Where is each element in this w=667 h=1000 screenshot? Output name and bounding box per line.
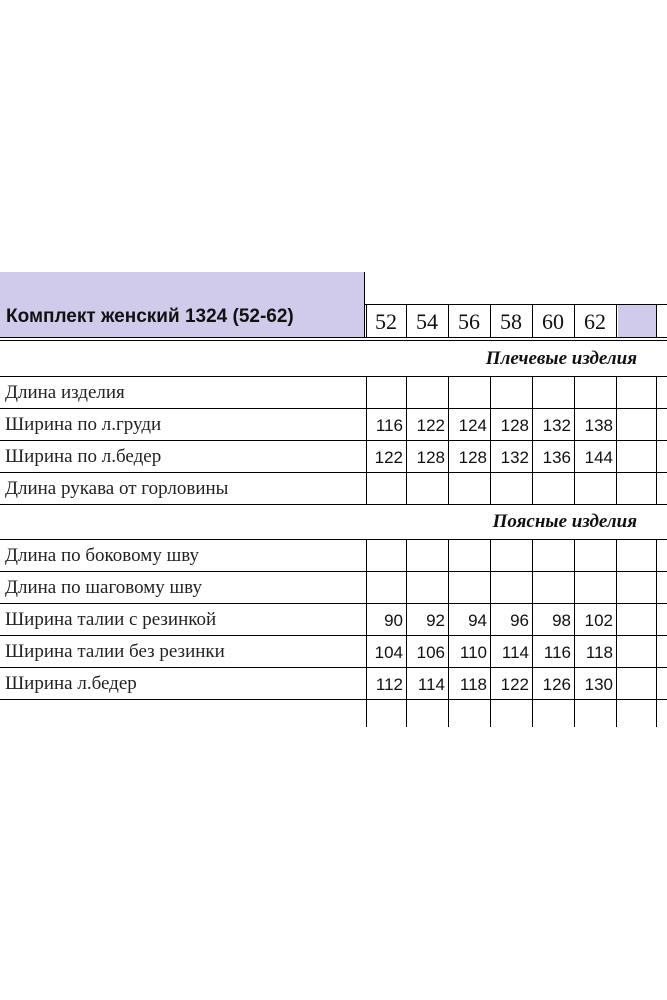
chart-title: Комплект женский 1324 (52-62) [6,306,294,327]
row-value: 116 [543,643,571,662]
grid-hline [0,635,667,636]
grid-vline [448,699,449,727]
grid-hline [0,699,667,700]
row-value: 136 [542,448,571,467]
grid-hline [0,667,667,668]
grid-hline [0,504,667,505]
row-label: Ширина талии без резинки [5,641,225,662]
size-col-header: 60 [542,309,564,334]
grid-vline [532,376,533,504]
grid-vline [574,304,575,337]
row-value: 90 [384,611,403,630]
row-value: 118 [459,675,487,694]
grid-hline [0,571,667,572]
row-value: 92 [426,611,445,630]
row-value: 132 [542,416,571,435]
grid-hline [364,304,667,305]
row-value: 102 [584,611,613,630]
row-value: 128 [500,416,529,435]
grid-vline [656,304,657,337]
row-value: 126 [542,675,571,694]
grid-hline [0,603,667,604]
grid-hline [0,408,667,409]
row-value: 106 [416,643,445,662]
row-label: Длина по шаговому шву [5,577,202,598]
grid-vline [490,699,491,727]
grid-hline [0,472,667,473]
row-label: Длина изделия [5,382,125,403]
grid-vline [532,699,533,727]
grid-vline [448,304,449,337]
row-value: 144 [584,448,613,467]
row-value: 116 [375,416,403,435]
grid-vline [656,539,657,699]
size-col-header: 62 [584,309,606,334]
row-value: 122 [374,448,403,467]
header-shade-right [618,304,656,337]
row-label: Длина рукава от горловины [5,478,229,499]
size-col-header: 58 [500,309,522,334]
grid-vline [532,304,533,337]
row-label: Ширина по л.груди [5,414,162,435]
grid-vline [406,304,407,337]
row-value: 124 [458,416,487,435]
row-label: Ширина л.бедер [5,673,137,694]
row-value: 122 [500,675,529,694]
row-value: 110 [459,643,487,662]
grid-vline [616,376,617,504]
grid-hline [0,340,667,341]
size-col-header: 52 [375,309,397,334]
row-value: 122 [416,416,445,435]
row-value: 96 [510,611,529,630]
row-value: 128 [416,448,445,467]
row-value: 128 [458,448,487,467]
grid-hline [0,337,667,338]
row-value: 118 [585,643,613,662]
section-title: Поясные изделия [492,511,637,532]
row-value: 112 [375,675,403,694]
section-title: Плечевые изделия [485,348,637,369]
row-value: 98 [552,611,571,630]
grid-vline [616,304,617,337]
grid-vline [448,376,449,504]
row-label: Ширина талии с резинкой [5,609,217,630]
grid-hline [0,376,667,377]
row-label: Длина по боковому шву [5,545,200,566]
row-value: 114 [501,643,529,662]
grid-vline [574,376,575,504]
row-value: 138 [584,416,613,435]
row-value: 132 [500,448,529,467]
size-col-header: 56 [458,309,480,334]
grid-vline [490,376,491,504]
grid-hline [0,539,667,540]
row-label: Ширина по л.бедер [5,446,162,467]
grid-vline [656,699,657,727]
grid-vline [490,304,491,337]
grid-vline [366,376,367,504]
grid-hline [0,440,667,441]
row-value: 94 [468,611,487,630]
grid-vline [616,699,617,727]
grid-vline [366,304,367,337]
row-value: 114 [417,675,445,694]
grid-vline [366,699,367,727]
row-value: 104 [374,643,403,662]
grid-vline [656,376,657,504]
grid-vline [616,539,617,699]
row-value: 130 [584,675,613,694]
grid-vline [406,699,407,727]
size-col-header: 54 [416,309,438,334]
grid-vline [574,699,575,727]
grid-vline [406,376,407,504]
